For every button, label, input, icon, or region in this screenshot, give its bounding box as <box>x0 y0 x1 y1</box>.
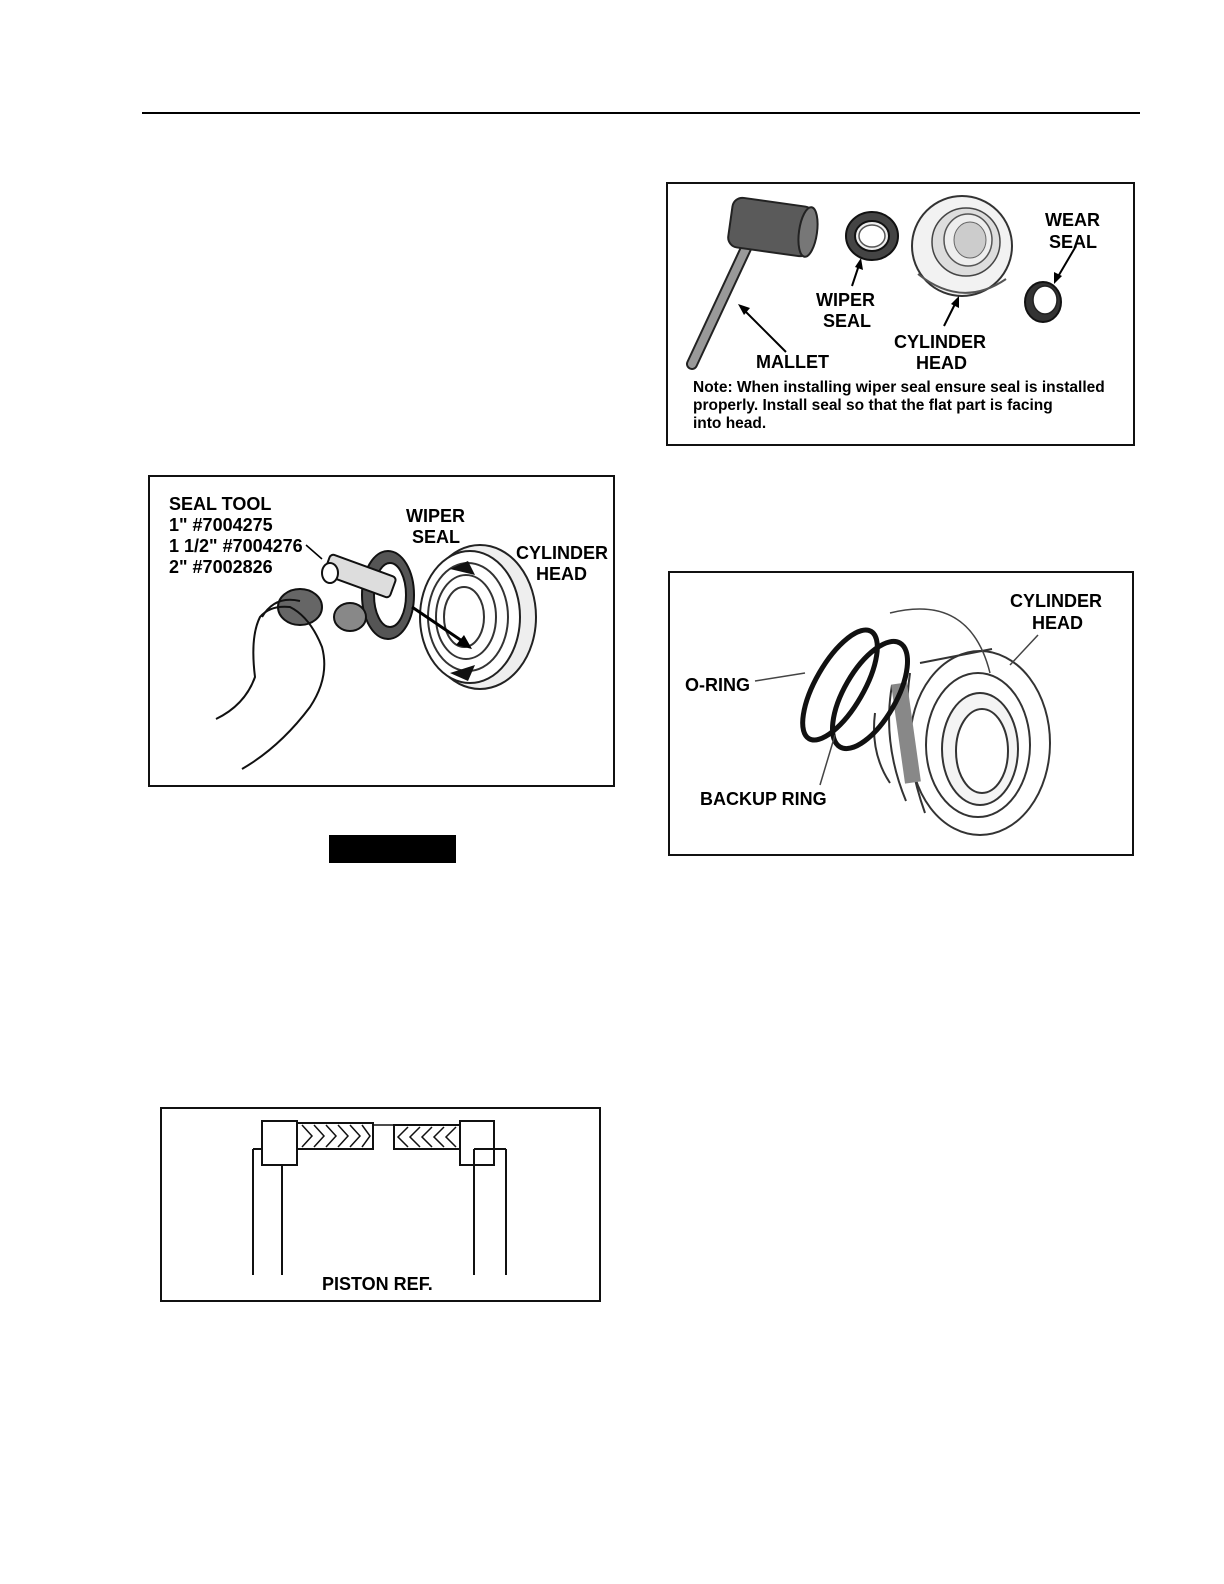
cylinder-head-label-line2: HEAD <box>1032 613 1084 633</box>
cylinder-head-label-line1: CYLINDER <box>894 332 987 352</box>
cylinder-head-label-line2: HEAD <box>916 353 968 373</box>
note-line-1: Note: When installing wiper seal ensure seal is installed <box>693 379 1105 396</box>
seal-tool-size-2: 1 1/2" #7004276 <box>169 536 303 556</box>
redacted-block <box>329 835 456 863</box>
wiper-seal-label-line1: WIPER <box>406 506 466 526</box>
wear-seal-label-line2: SEAL <box>1049 232 1098 252</box>
cylinder-head-label-line1: CYLINDER <box>1010 591 1103 611</box>
note-line-3: into head. <box>693 415 767 432</box>
installation-note <box>693 379 1133 433</box>
note-line-2: properly. Install seal so that the flat part is facing <box>693 397 1053 414</box>
figure-wiper-seal-install <box>666 182 1135 446</box>
seal-tool-size-1: 1" #7004275 <box>169 515 273 535</box>
wiper-seal-label-line1: WIPER <box>816 290 876 310</box>
wiper-seal-label-line2: SEAL <box>823 311 872 331</box>
seal-tool-label: SEAL TOOL <box>169 494 272 514</box>
piston-ref-illustration <box>162 1109 599 1300</box>
o-ring-label: O-RING <box>685 675 750 695</box>
piston-ref-label: PISTON REF. <box>322 1274 433 1294</box>
wear-seal-label-line1: WEAR <box>1045 210 1100 230</box>
cylinder-head-label-line2: HEAD <box>536 564 588 584</box>
figure-oring-backup <box>668 571 1134 856</box>
backup-ring-label: BACKUP RING <box>700 789 827 809</box>
header-rule <box>142 112 1140 114</box>
figure-seal-tool <box>148 475 615 787</box>
mallet-label: MALLET <box>756 352 829 372</box>
seal-tool-size-3: 2" #7002826 <box>169 557 273 577</box>
wiper-seal-label-line2: SEAL <box>412 527 461 547</box>
figure-piston-ref <box>160 1107 601 1302</box>
cylinder-head-label-line1: CYLINDER <box>516 543 609 563</box>
